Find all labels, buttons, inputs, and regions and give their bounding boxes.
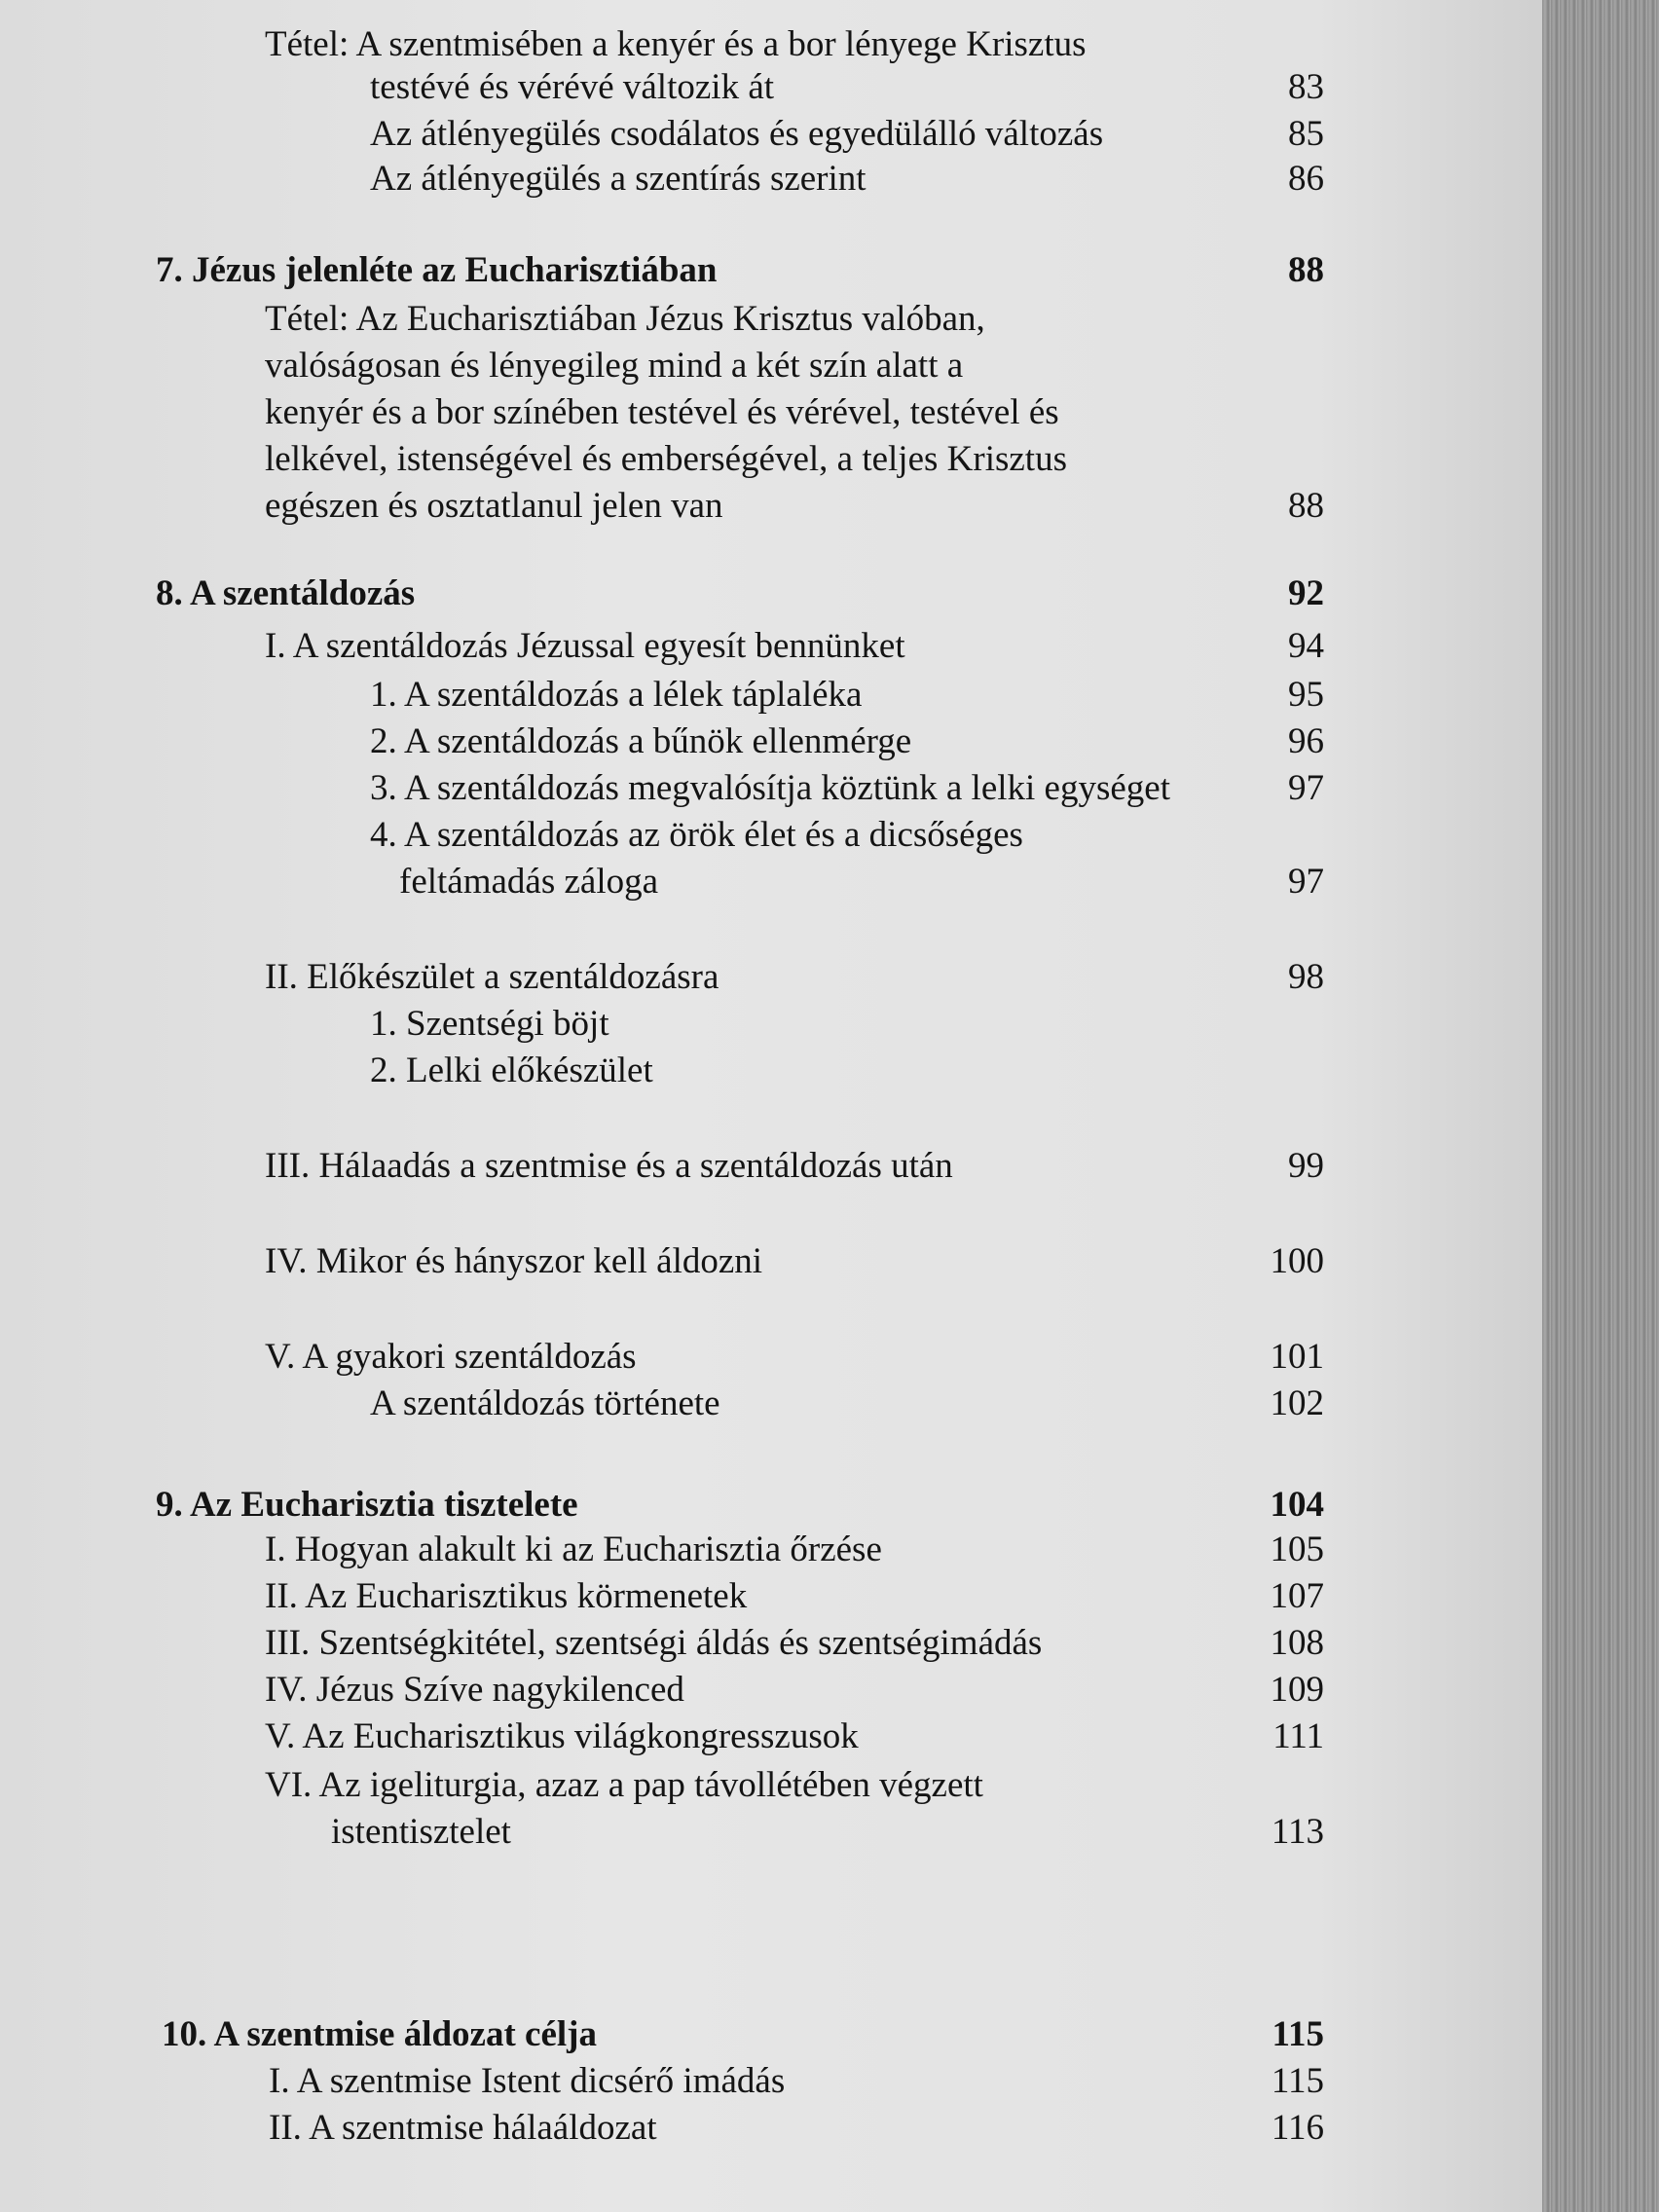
toc-entry-title: IV. Mikor és hányszor kell áldozni bbox=[265, 1241, 763, 1281]
toc-entry-title: 1. Szentségi böjt bbox=[370, 1004, 609, 1044]
toc-entry-title: valóságosan és lényegileg mind a két szín alatt a bbox=[265, 346, 964, 386]
toc-entry-page-number: 100 bbox=[1270, 1241, 1324, 1281]
toc-entry-row bbox=[0, 485, 1363, 528]
toc-entry-title: A szentáldozás története bbox=[370, 1383, 720, 1423]
toc-entry-title: I. A szentmise Istent dicsérő imádás bbox=[269, 2061, 786, 2101]
toc-entry-row bbox=[0, 814, 1363, 857]
toc-entry-title: I. A szentáldozás Jézussal egyesít bennünket bbox=[265, 626, 905, 666]
toc-entry-title: II. Az Eucharisztikus körmenetek bbox=[265, 1576, 748, 1616]
toc-entry-page-number: 101 bbox=[1270, 1337, 1324, 1377]
toc-entry-page-number: 109 bbox=[1270, 1670, 1324, 1710]
toc-entry-row bbox=[0, 956, 1363, 999]
toc-entry-title: Az átlényegülés csodálatos és egyedülálló változás bbox=[370, 114, 1104, 154]
toc-entry-row bbox=[0, 1336, 1363, 1379]
toc-entry-page-number: 116 bbox=[1271, 2108, 1324, 2148]
chapter-heading-row bbox=[0, 1484, 1363, 1527]
toc-entry-title: lelkével, istenségével és emberségével, a teljes Krisztus bbox=[265, 439, 1067, 479]
chapter-heading-row bbox=[0, 572, 1363, 615]
toc-entry-row bbox=[0, 1529, 1363, 1571]
toc-entry-title: kenyér és a bor színében testével és vérével, testével és bbox=[265, 392, 1059, 432]
toc-entry-title: V. Az Eucharisztikus világkongresszusok bbox=[265, 1716, 859, 1756]
toc-entry-title: 4. A szentáldozás az örök élet és a dicsőséges bbox=[370, 815, 1023, 855]
toc-entry-page-number: 94 bbox=[1288, 626, 1324, 666]
toc-entry-row bbox=[0, 2060, 1363, 2103]
toc-entry-row bbox=[0, 674, 1363, 717]
toc-entry-row bbox=[0, 66, 1363, 109]
toc-entry-row bbox=[0, 1382, 1363, 1425]
toc-entry-page-number: 97 bbox=[1288, 768, 1324, 808]
toc-entry-title: I. Hogyan alakult ki az Eucharisztia őrzése bbox=[265, 1530, 882, 1569]
toc-entry-page-number: 108 bbox=[1270, 1623, 1324, 1663]
toc-entry-page-number: 99 bbox=[1288, 1146, 1324, 1186]
toc-entry-title: Tétel: Az Eucharisztiában Jézus Krisztus valóban, bbox=[265, 299, 985, 339]
toc-entry-page-number: 88 bbox=[1288, 250, 1324, 290]
toc-entry-row bbox=[0, 438, 1363, 481]
toc-entry-row bbox=[0, 391, 1363, 434]
toc-entry-row bbox=[0, 158, 1363, 201]
toc-entry-page-number: 107 bbox=[1270, 1576, 1324, 1616]
toc-entry-page-number: 86 bbox=[1288, 159, 1324, 199]
toc-entry-row bbox=[0, 767, 1363, 810]
toc-entry-title: V. A gyakori szentáldozás bbox=[265, 1337, 637, 1377]
toc-entry-row bbox=[0, 1811, 1363, 1854]
toc-entry-page-number: 102 bbox=[1270, 1383, 1324, 1423]
toc-entry-title: 7. Jézus jelenléte az Eucharisztiában bbox=[156, 250, 718, 290]
chapter-heading-row bbox=[0, 2013, 1363, 2056]
toc-entry-row bbox=[0, 1575, 1363, 1618]
toc-entry-row bbox=[0, 23, 1363, 66]
toc-entry-page-number: 95 bbox=[1288, 675, 1324, 715]
toc-entry-title: Az átlényegülés a szentírás szerint bbox=[370, 159, 866, 199]
toc-entry-title: VI. Az igeliturgia, azaz a pap távollétében végzett bbox=[265, 1765, 983, 1805]
toc-entry-row bbox=[0, 345, 1363, 387]
toc-entry-title: 2. Lelki előkészület bbox=[370, 1051, 653, 1090]
toc-entry-title: III. Szentségkitétel, szentségi áldás és szentségimádás bbox=[265, 1623, 1043, 1663]
toc-entry-page-number: 88 bbox=[1288, 486, 1324, 526]
toc-entry-title: II. A szentmise hálaáldozat bbox=[269, 2108, 657, 2148]
toc-entry-row bbox=[0, 1764, 1363, 1807]
toc-entry-page-number: 92 bbox=[1288, 573, 1324, 613]
toc-entry-page-number: 105 bbox=[1270, 1530, 1324, 1569]
toc-entry-row bbox=[0, 861, 1363, 903]
toc-entry-page-number: 115 bbox=[1272, 2014, 1324, 2054]
toc-entry-title: II. Előkészület a szentáldozásra bbox=[265, 957, 719, 997]
chapter-heading-row bbox=[0, 249, 1363, 292]
toc-entry-title: egészen és osztatlanul jelen van bbox=[265, 486, 723, 526]
toc-entry-row bbox=[0, 113, 1363, 156]
toc-entry-row bbox=[0, 298, 1363, 341]
toc-entry-title: 10. A szentmise áldozat célja bbox=[162, 2014, 597, 2054]
toc-entry-row bbox=[0, 1003, 1363, 1046]
toc-entry-page-number: 98 bbox=[1288, 957, 1324, 997]
toc-entry-row bbox=[0, 720, 1363, 763]
toc-entry-page-number: 96 bbox=[1288, 721, 1324, 761]
toc-entry-row bbox=[0, 1669, 1363, 1712]
toc-entry-row bbox=[0, 1622, 1363, 1665]
toc-entry-page-number: 104 bbox=[1270, 1485, 1324, 1525]
toc-entry-title: 1. A szentáldozás a lélek táplaléka bbox=[370, 675, 863, 715]
toc-entry-page-number: 113 bbox=[1271, 1812, 1324, 1852]
toc-entry-title: 3. A szentáldozás megvalósítja köztünk a lelki egységet bbox=[370, 768, 1171, 808]
toc-entry-row bbox=[0, 1240, 1363, 1283]
toc-entry-title: 9. Az Eucharisztia tisztelete bbox=[156, 1485, 578, 1525]
toc-entry-row bbox=[0, 1050, 1363, 1092]
toc-entry-row bbox=[0, 625, 1363, 668]
toc-entry-page-number: 115 bbox=[1271, 2061, 1324, 2101]
toc-entry-row bbox=[0, 1145, 1363, 1188]
toc-entry-title: 8. A szentáldozás bbox=[156, 573, 416, 613]
toc-entry-title: feltámadás záloga bbox=[399, 862, 659, 902]
toc-entry-title: 2. A szentáldozás a bűnök ellenmérge bbox=[370, 721, 912, 761]
toc-entry-title: III. Hálaadás a szentmise és a szentáldozás után bbox=[265, 1146, 953, 1186]
toc-entry-title: Tétel: A szentmisében a kenyér és a bor lényege Krisztus bbox=[265, 24, 1087, 64]
toc-entry-row bbox=[0, 2107, 1363, 2150]
toc-entry-title: testévé és vérévé változik át bbox=[370, 67, 775, 107]
toc-entry-page-number: 111 bbox=[1272, 1716, 1324, 1756]
toc-entry-title: istentisztelet bbox=[331, 1812, 511, 1852]
toc-entry-row bbox=[0, 1715, 1363, 1758]
toc-entry-title: IV. Jézus Szíve nagykilenced bbox=[265, 1670, 684, 1710]
page-edge bbox=[1542, 0, 1659, 2212]
toc-entry-page-number: 85 bbox=[1288, 114, 1324, 154]
toc-entry-page-number: 83 bbox=[1288, 67, 1324, 107]
toc-entry-page-number: 97 bbox=[1288, 862, 1324, 902]
